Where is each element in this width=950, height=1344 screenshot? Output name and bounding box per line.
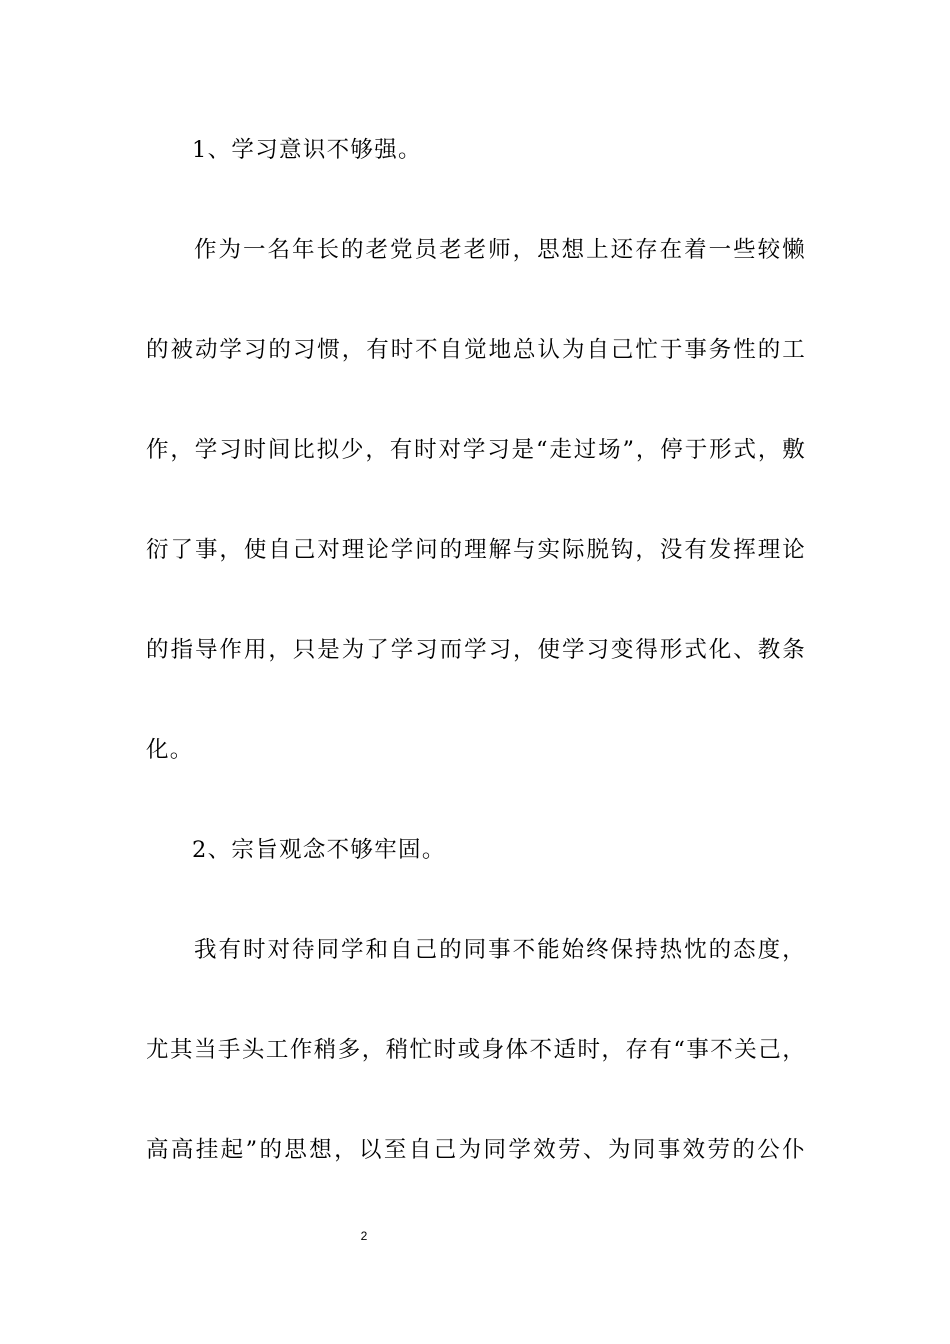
paragraph-line: 我有时对待同学和自己的同事不能始终保持热忱的态度， [194, 937, 806, 963]
page-number: 2 [360, 1229, 368, 1243]
paragraph-line: 作，学习时间比拟少，有时对学习是“走过场”，停于形式，敷 [146, 437, 806, 463]
paragraph-line: 衍了事，使自己对理论学问的理解与实际脱钩，没有发挥理论 [146, 537, 806, 563]
paragraph-line: 作为一名年长的老党员老老师，思想上还存在着一些较懒 [194, 237, 806, 263]
paragraph-line: 的指导作用，只是为了学习而学习，使学习变得形式化、教条 [146, 637, 806, 663]
section-heading-1: 1、学习意识不够强。 [192, 137, 422, 163]
paragraph-line: 尤其当手头工作稍多，稍忙时或身体不适时，存有“事不关己， [146, 1037, 806, 1063]
paragraph-line: 高高挂起”的思想，以至自己为同学效劳、为同事效劳的公仆 [146, 1137, 806, 1163]
paragraph-line: 的被动学习的习惯，有时不自觉地总认为自己忙于事务性的工 [146, 337, 806, 363]
paragraph-line: 化。 [146, 737, 194, 763]
section-heading-2: 2、宗旨观念不够牢固。 [192, 837, 446, 863]
